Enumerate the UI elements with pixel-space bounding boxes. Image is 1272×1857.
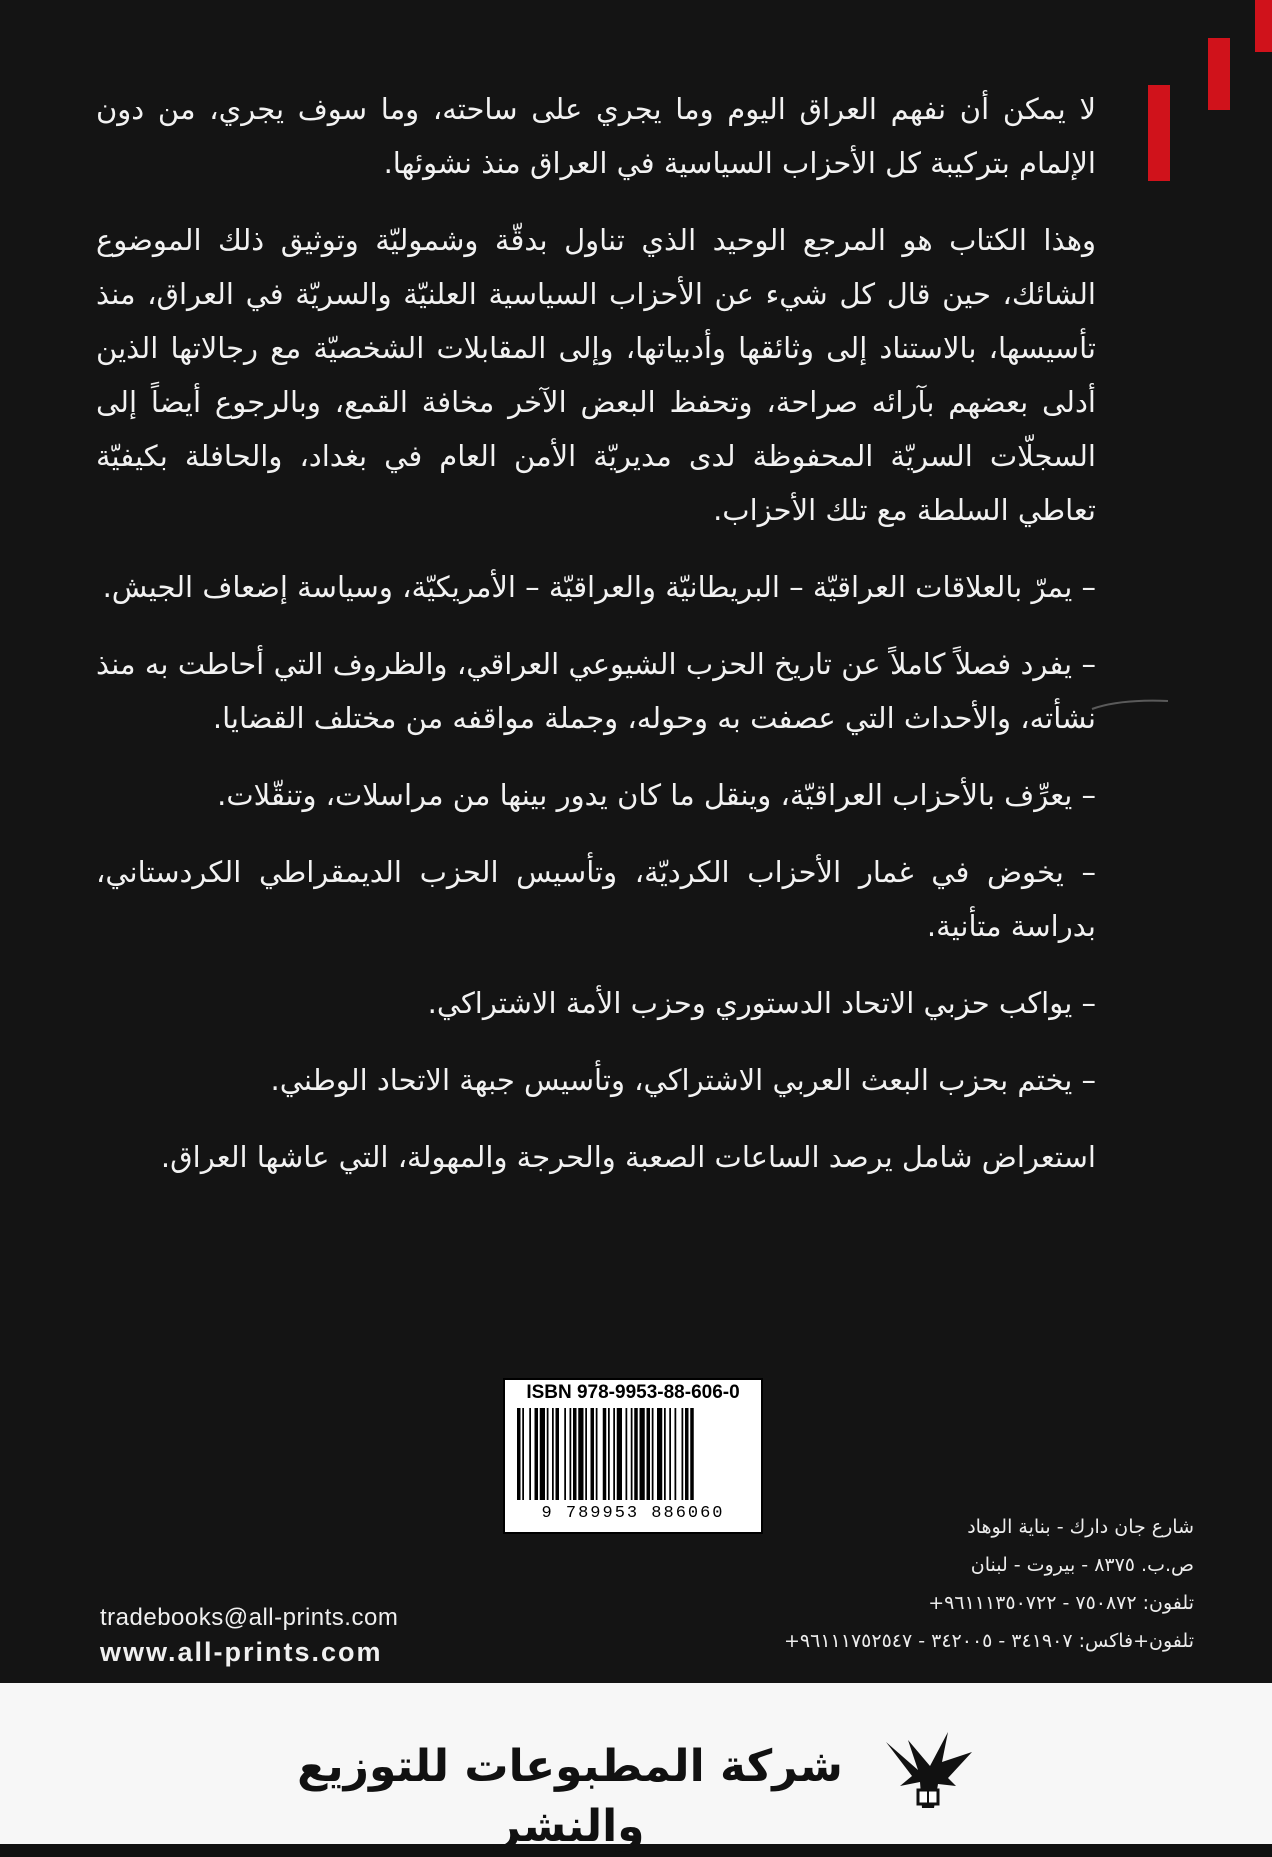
barcode-bar [585, 1408, 587, 1500]
scratch-mark [1090, 695, 1170, 713]
blurb-text [96, 82, 1096, 1207]
blurb-bullet: – يمرّ بالعلاقات العراقيّة – البريطانيّة والعراقيّة – الأمريكيّة، وسياسة إضعاف الجيش. [102, 570, 1096, 604]
barcode-bar [626, 1408, 628, 1500]
barcode-bar [535, 1408, 539, 1500]
barcode-bar [552, 1408, 554, 1500]
barcode-bar [603, 1408, 607, 1500]
address-line: شارع جان دارك - بناية الوهاد [967, 1516, 1194, 1538]
website-url[interactable]: www.all-prints.com [100, 1637, 383, 1667]
barcode-bar [529, 1408, 531, 1500]
barcode-bar [564, 1408, 566, 1500]
blurb-paragraph: وهذا الكتاب هو المرجع الوحيد الذي تناول بدقّة وشموليّة وتوثيق ذلك الموضوع الشائك، حين قال كل شيء عن الأحزاب السياسية العلنيّة والسريّة في العراق، منذ تأسيسها، بالاستناد إلى وثائقها وأدبياتها، وإلى المقابلات الشخصيّة مع رجالاتها الذين أدلى بعضهم بآرائه صراحة، وتحفظ البعض الآخر مخافة القمع، وبالرجوع أيضاً إلى السجلّات السريّة المحفوظة لدى مديريّة الأمن العام في بغداد، والحافلة بكيفيّة تعاطي السلطة مع تلك الأحزاب. [96, 223, 1096, 527]
barcode-bar [682, 1408, 684, 1500]
blurb-paragraph: لا يمكن أن نفهم العراق اليوم وما يجري على ساحته، وما سوف يجري، من دون الإلمام بتركيبة كل الأحزاب السياسية في العراق منذ نشوئها. [96, 92, 1096, 180]
barcode-bar [640, 1408, 645, 1500]
barcode-bar [547, 1408, 549, 1500]
barcode-bar [685, 1408, 689, 1500]
barcode-bar [669, 1408, 671, 1500]
barcode-bar [591, 1408, 595, 1500]
barcode-bar [596, 1408, 598, 1500]
barcode-bar [617, 1408, 622, 1500]
barcode-bar [556, 1408, 560, 1500]
barcode-bar [647, 1408, 651, 1500]
phone-line: تلفون: ٧٥٠٨٧٢ - ٩٦١١١٣٥٠٧٢٢+ [928, 1592, 1194, 1614]
barcode-bar [657, 1408, 662, 1500]
blurb-bullet: – يخوض في غمار الأحزاب الكرديّة، وتأسيس الحزب الديمقراطي الكردستاني، بدراسة متأنية. [96, 855, 1096, 943]
red-accent-bar [1208, 38, 1230, 110]
blurb-bullet: – يواكب حزبي الاتحاد الدستوري وحزب الأمة الاشتراكي. [427, 986, 1096, 1020]
barcode-digits: 9 789953 886060 [541, 1504, 725, 1523]
barcode-bar [608, 1408, 610, 1500]
barcode-bar [578, 1408, 583, 1500]
po-box-line: ص.ب. ٨٣٧٥ - بيروت - لبنان [970, 1554, 1194, 1576]
phone-fax-line: تلفون+فاكس: ٣٤١٩٠٧ - ٣٤٢٠٠٥ - ٩٦١١١٧٥٢٥٤٧+ [784, 1630, 1194, 1652]
barcode-bar [690, 1408, 694, 1500]
barcode-bar [517, 1408, 521, 1500]
barcode-bar [613, 1408, 615, 1500]
publisher-online-contacts [100, 1601, 560, 1669]
barcode [515, 1408, 751, 1500]
blurb-closing: استعراض شامل يرصد الساعات الصعبة والحرجة والمهولة، التي عاشها العراق. [160, 1140, 1096, 1174]
barcode-bar [675, 1408, 677, 1500]
barcode-bar [631, 1408, 633, 1500]
barcode-bar [634, 1408, 638, 1500]
red-accent-bar [1255, 0, 1272, 52]
blurb-bullet: – يفرد فصلاً كاملاً عن تاريخ الحزب الشيوعي العراقي، والظروف التي أحاطت به منذ نشأته، والأحداث التي عصفت به وحوله، وجملة مواقفه من مختلف القضايا. [96, 647, 1096, 735]
publisher-address [700, 1508, 1194, 1660]
publisher-name: شركة المطبوعات للتوزيع والنشر [297, 1741, 843, 1852]
red-accent-bar [1148, 85, 1170, 181]
bird-book-logo-icon [878, 1722, 978, 1820]
blurb-bullet: – يعرِّف بالأحزاب العراقيّة، وينقل ما كان يدور بينها من مراسلات، وتنقّلات. [217, 778, 1096, 812]
barcode-bar [570, 1408, 572, 1500]
barcode-bar [540, 1408, 545, 1500]
email-address[interactable]: tradebooks@all-prints.com [100, 1604, 399, 1631]
isbn-label: ISBN 978-9953-88-606-0 [526, 1382, 740, 1403]
blurb-bullet: – يختم بحزب البعث العربي الاشتراكي، وتأسيس جبهة الاتحاد الوطني. [270, 1063, 1096, 1097]
barcode-bar [573, 1408, 577, 1500]
barcode-bar [652, 1408, 654, 1500]
barcode-bar [664, 1408, 666, 1500]
barcode-bar [522, 1408, 524, 1500]
